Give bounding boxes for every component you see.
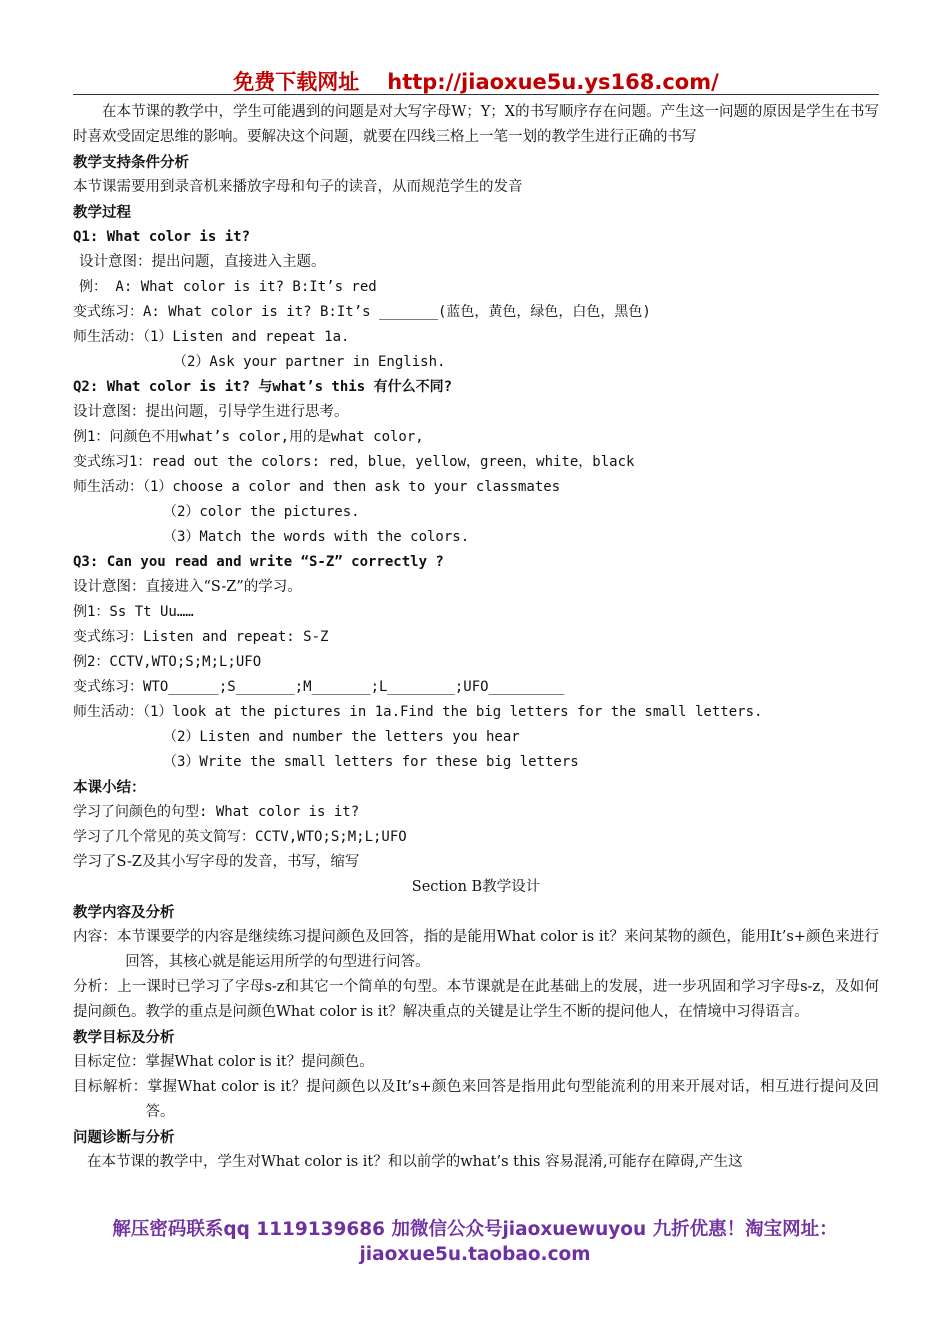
q3-activity-3: （3）Write the small letters for these big letters bbox=[163, 754, 579, 770]
q2-example: 例1：问颜色不用what’s color,用的是what color, bbox=[73, 429, 424, 445]
support-paragraph: 本节课需要用到录音机来播放字母和句子的读音，从而规范学生的发音 bbox=[73, 179, 523, 195]
q2-title: Q2: What color is it? 与what’s this 有什么不同? bbox=[73, 379, 453, 395]
analysis-paragraph: 分析：上一课时已学习了字母s-z和其它一个简单的句型。本节课就是在此基础上的发展，进一步巩固和学习字母s-z，及如何提问颜色。教学的重点是问颜色What color is it？解决重点的关键是让学生不断的提问他人，在情境中习得语言。 bbox=[73, 979, 879, 1020]
diagnosis-paragraph: 在本节课的教学中，学生对What color is it？和以前学的what’s this 容易混淆,可能存在障碍,产生这 bbox=[87, 1154, 743, 1170]
page-header bbox=[73, 66, 879, 95]
summary-1: 学习了问颜色的句型: What color is it? bbox=[73, 804, 360, 820]
q3-variant-2: 变式练习：WTO______;S_______;M_______;L________;UFO_________ bbox=[73, 679, 565, 695]
q3-title: Q3: Can you read and write “S-Z” correctly ? bbox=[73, 554, 444, 570]
q3-variant-1: 变式练习：Listen and repeat: S-Z bbox=[73, 629, 329, 645]
problem-paragraph: 在本节课的教学中，学生可能遇到的问题是对大写字母W；Y；X的书写顺序存在问题。产生这一问题的原因是学生在书写时喜欢受固定思维的影响。要解决这个问题，就要在四线三格上一笔一划的教学生进行正确的书写 bbox=[73, 104, 879, 145]
heading-diagnosis: 问题诊断与分析 bbox=[73, 1129, 175, 1146]
q3-example-2: 例2：CCTV,WTO;S;M;L;UFO bbox=[73, 654, 262, 670]
q2-activity-3: （3）Match the words with the colors. bbox=[163, 529, 470, 545]
q1-title: Q1: What color is it? bbox=[73, 229, 251, 245]
summary-3: 学习了S-Z及其小写字母的发音，书写，缩写 bbox=[73, 854, 360, 870]
q1-activity-1: 师生活动：（1）Listen and repeat 1a. bbox=[73, 329, 350, 345]
heading-process: 教学过程 bbox=[73, 204, 131, 221]
q2-intent: 设计意图：提出问题，引导学生进行思考。 bbox=[73, 404, 349, 420]
heading-support: 教学支持条件分析 bbox=[73, 154, 189, 171]
q3-activity-2: （2）Listen and number the letters you hear bbox=[163, 729, 520, 745]
q1-variant: 变式练习：A: What color is it? B:It’s _______(蓝色，黄色，绿色，白色，黑色) bbox=[73, 304, 651, 320]
summary-2: 学习了几个常见的英文简写：CCTV,WTO;S;M;L;UFO bbox=[73, 829, 407, 845]
q1-intent: 设计意图：提出问题，直接进入主题。 bbox=[79, 254, 326, 270]
header-label: 免费下载网址 bbox=[233, 70, 360, 94]
page-footer bbox=[30, 1217, 920, 1267]
goal-analysis: 目标解析：掌握What color is it？提问颜色以及It’s+颜色来回答是指用此句型能流利的用来开展对话，相互进行提问及回答。 bbox=[73, 1079, 879, 1120]
footer-line-1: 解压密码联系qq 1119139686 加微信公众号jiaoxuewuyou 九折优惠！淘宝网址： bbox=[112, 1219, 838, 1240]
q3-activity-1: 师生活动：（1）look at the pictures in 1a.Find the big letters for the small letters. bbox=[73, 704, 763, 720]
q2-activity-2: （2）color the pictures. bbox=[163, 504, 360, 520]
section-b-title: Section B教学设计 bbox=[411, 879, 541, 895]
heading-summary: 本课小结： bbox=[73, 779, 146, 796]
footer-taobao-link[interactable]: jiaoxue5u.taobao.com bbox=[359, 1244, 591, 1265]
q1-activity-2: （2）Ask your partner in English. bbox=[173, 354, 446, 370]
heading-content: 教学内容及分析 bbox=[73, 904, 175, 921]
q2-variant: 变式练习1：read out the colors: red，blue，yellow，green，white，black bbox=[73, 454, 635, 470]
goal-position: 目标定位：掌握What color is it？提问颜色。 bbox=[73, 1054, 374, 1070]
document-body bbox=[73, 100, 879, 1175]
header-url-link[interactable]: http://jiaoxue5u.ys168.com/ bbox=[387, 70, 719, 94]
q1-example: 例： A: What color is it? B:It’s red bbox=[79, 279, 377, 295]
heading-goal: 教学目标及分析 bbox=[73, 1029, 175, 1046]
q3-intent: 设计意图：直接进入“S-Z”的学习。 bbox=[73, 579, 302, 595]
q2-activity-1: 师生活动：（1）choose a color and then ask to your classmates bbox=[73, 479, 561, 495]
content-paragraph: 内容：本节课要学的内容是继续练习提问颜色及回答，指的是能用What color is it？来问某物的颜色，能用It’s+颜色来进行回答，其核心就是能运用所学的句型进行问答。 bbox=[73, 929, 879, 970]
q3-example-1: 例1：Ss Tt Uu…… bbox=[73, 604, 194, 620]
